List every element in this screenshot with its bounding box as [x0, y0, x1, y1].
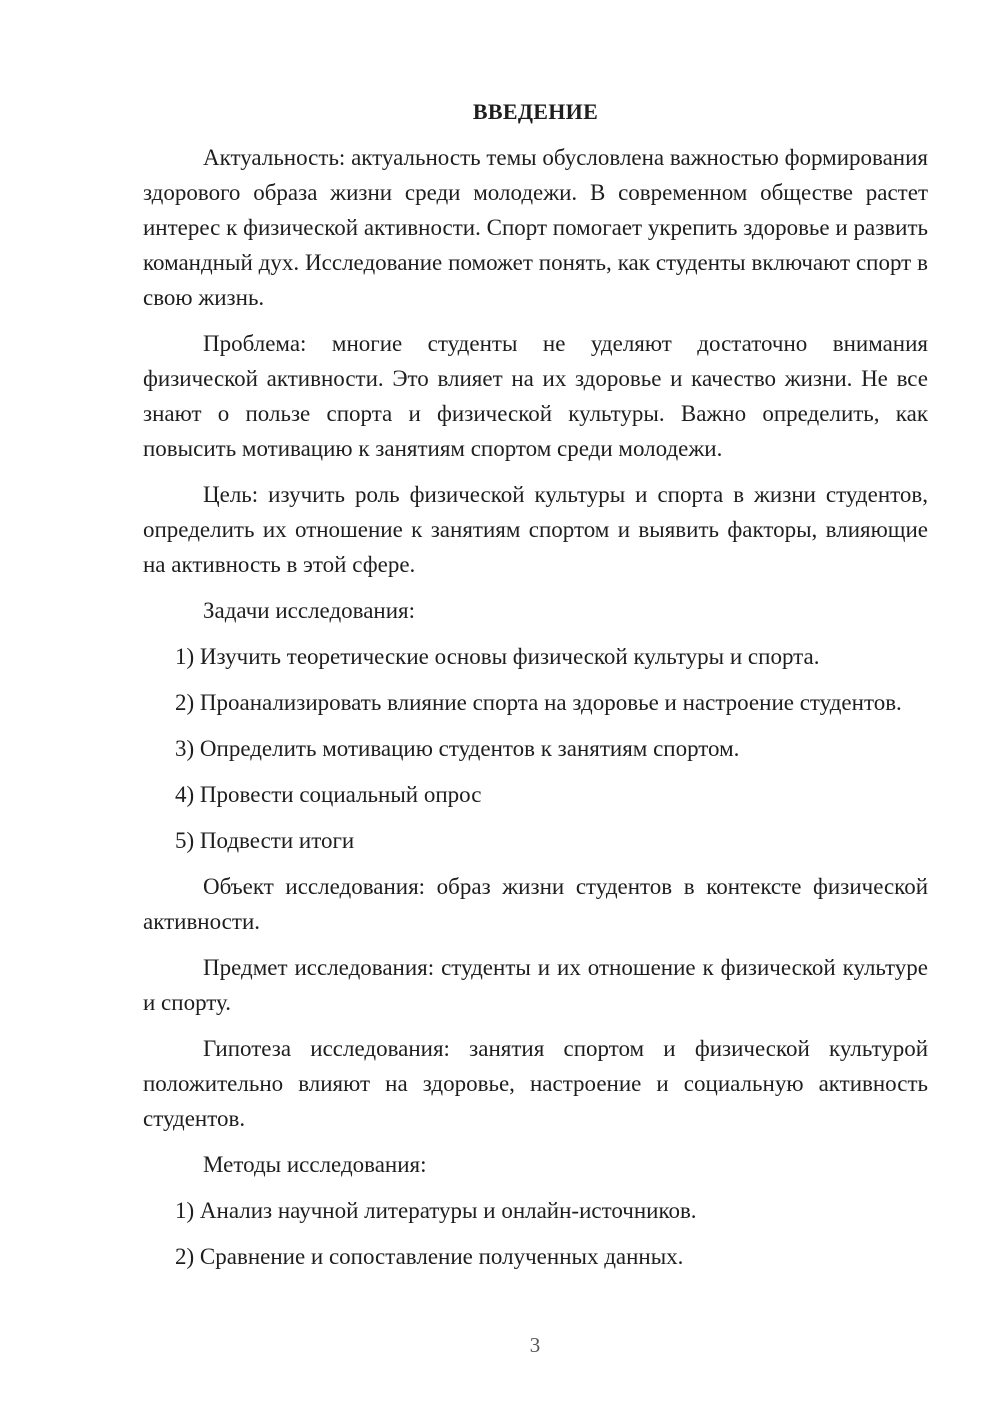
paragraph-object: Объект исследования: образ жизни студентов в контексте физической активности.: [143, 874, 928, 934]
page-number: 3: [529, 1333, 541, 1357]
method-item-1: 1) Анализ научной литературы и онлайн-источников.: [175, 1198, 697, 1223]
task-item-4: 4) Провести социальный опрос: [175, 782, 482, 807]
paragraph-goal: Цель: изучить роль физической культуры и спорта в жизни студентов, определить их отношение к занятиям спортом и выявить факторы, влияющие на активность в этой сфере.: [143, 482, 928, 577]
task-item-2: 2) Проанализировать влияние спорта на здоровье и настроение студентов.: [175, 690, 902, 715]
method-item-2: 2) Сравнение и сопоставление полученных данных.: [175, 1244, 684, 1269]
tasks-heading: Задачи исследования:: [203, 598, 416, 623]
paragraph-subject: Предмет исследования: студенты и их отношение к физической культуре и спорту.: [143, 955, 928, 1015]
task-item-1: 1) Изучить теоретические основы физической культуры и спорта.: [175, 644, 820, 669]
page-content: [143, 94, 928, 1285]
task-item-3: 3) Определить мотивацию студентов к занятиям спортом.: [175, 736, 740, 761]
page-title: ВВЕДЕНИЕ: [472, 99, 599, 124]
paragraph-relevance: Актуальность: актуальность темы обусловлена важностью формирования здорового образа жизни среди молодежи. В современном обществе растет интерес к физической активности. Спорт помогает укрепить здоровье и развить командный дух. Исследование поможет понять, как студенты включают спорт в свою жизнь.: [143, 145, 928, 310]
methods-heading: Методы исследования:: [203, 1152, 427, 1177]
task-item-5: 5) Подвести итоги: [175, 828, 355, 853]
paragraph-hypothesis: Гипотеза исследования: занятия спортом и физической культурой положительно влияют на здоровье, настроение и социальную активность студентов.: [143, 1036, 928, 1131]
paragraph-problem: Проблема: многие студенты не уделяют достаточно внимания физической активности. Это влияет на их здоровье и качество жизни. Не все знают о пользе спорта и физической культуры. Важно определить, как повысить мотивацию к занятиям спортом среди молодежи.: [143, 331, 928, 461]
